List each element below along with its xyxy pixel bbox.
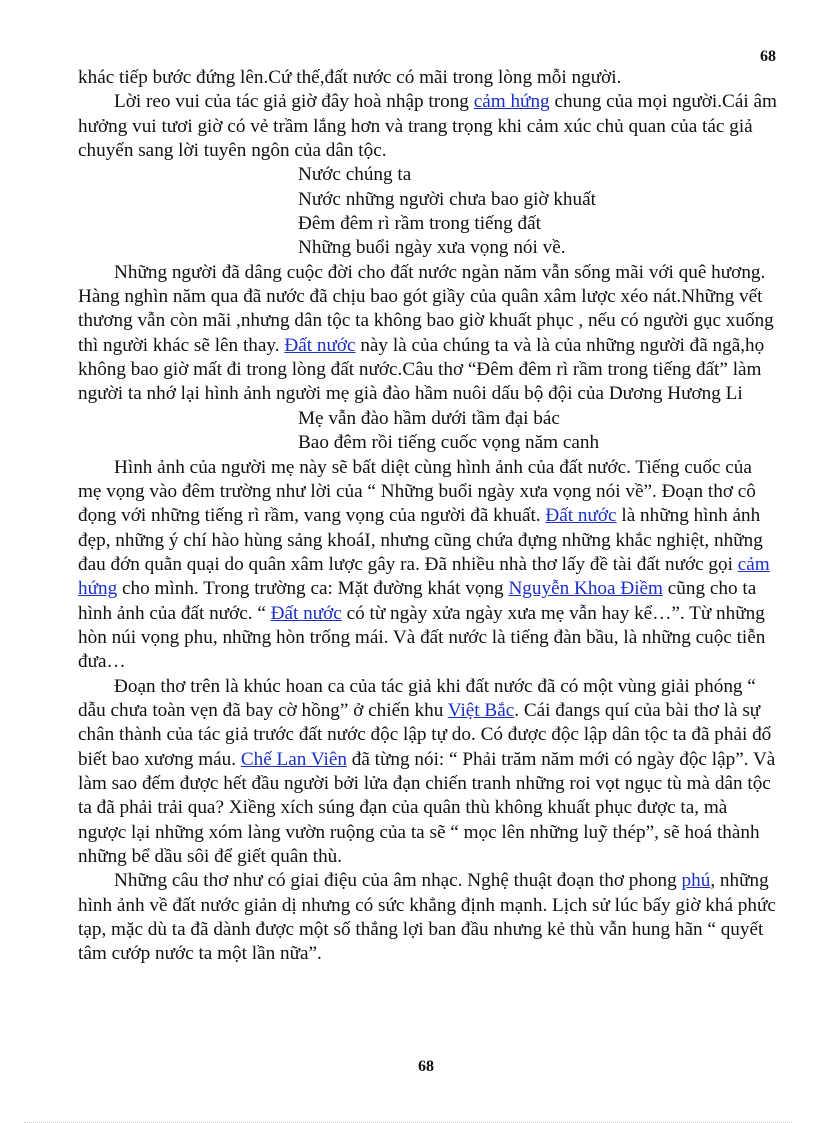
link-cam-hung[interactable]: cảm hứng — [473, 91, 550, 113]
paragraph-6 — [78, 869, 778, 966]
link-che-lan-vien[interactable]: Chế Lan Viên — [240, 748, 347, 770]
text-span: đã từng nói: “ Phải trăm năm mới có ngày độc lập”. Và làm sao đếm được hết đầu người bởi lửa đạn chiến tranh những roi vọt ngục tù mà dân tộc ta đã phải trải qua? Xiềng xích súng đạn của quân thù không khuất phục được ta, mà ngược lại những xóm làng vườn ruộng của ta sẽ “ mọc lên những luỹ thép”, sẽ hoá thành những bể dầu sôi để giết quân thù. — [78, 748, 776, 867]
text-span: có từ ngày xửa ngày xưa mẹ vẫn hay kể…”. Từ những hòn núi vọng phu, những hòn trống mái. Và đất nước là tiếng đàn bầu, là những cuộc tiễn đưa… — [78, 602, 766, 673]
verse-line-6: Bao đêm rồi tiếng cuốc vọng năm canh — [298, 432, 600, 454]
document-body — [78, 66, 778, 967]
verse-line-4: Những buổi ngày xưa vọng nói về. — [298, 237, 566, 259]
paragraph-2 — [78, 90, 778, 163]
link-dat-nuoc[interactable]: Đất nước — [545, 505, 617, 527]
verse-line-2: Nước những người chưa bao giờ khuất — [298, 188, 596, 210]
link-nguyen-khoa-diem[interactable]: Nguyễn Khoa Điềm — [508, 578, 663, 600]
link-viet-bac[interactable]: Việt Bắc — [447, 699, 515, 721]
text-span: Lời reo vui của tác giả giờ đây hoà nhập trong — [114, 91, 474, 113]
link-cam-hung[interactable]: cảm hứng — [78, 553, 770, 600]
paragraph-3 — [78, 261, 778, 407]
text-span: . Cái đangs quí của bài thơ là sự chân thành của tác giả trước đất nước độc lập tự do. Có được độc lập dân tộc ta đã phải đổ biết bao xương máu. — [78, 699, 772, 770]
paragraph-5 — [78, 675, 778, 870]
verse-line-1: Nước chúng ta — [298, 164, 412, 186]
text-span: Hình ảnh của người mẹ này sẽ bất diệt cùng hình ảnh của đất nước. Tiếng cuốc của mẹ vọng vào đêm trường như lời của “ Những buổi ngày xưa vọng nói về”. Đoạn thơ cô đọng với những tiếng rì rầm, vang vọng của người đã khuất. — [78, 456, 756, 527]
link-dat-nuoc[interactable]: Đất nước — [284, 334, 356, 356]
link-dat-nuoc[interactable]: Đất nước — [270, 602, 342, 624]
paragraph-1: khác tiếp bước đứng lên.Cứ thế,đất nước có mãi trong lòng mỗi người. — [78, 67, 622, 88]
text-span: Những câu thơ như có giai điệu của âm nhạc. Nghệ thuật đoạn thơ phong — [114, 870, 682, 892]
page-number-bottom: 68 — [418, 1058, 434, 1075]
text-span: cũng cho ta hình ảnh của đất nước. “ — [78, 578, 757, 624]
text-span: chung của mọi người.Cái âm hưởng vui tươi giờ có vẻ trầm lắng hơn và trang trọng khi cảm xúc chủ quan của tác giả chuyển sang lời tuyên ngôn của dân tộc. — [78, 91, 777, 162]
paragraph-4 — [78, 456, 778, 675]
text-span: cho mình. Trong trường ca: Mặt đường khát vọng — [117, 578, 509, 600]
link-phu[interactable]: phú — [681, 870, 711, 892]
verse-line-5: Mẹ vẫn đào hầm dưới tầm đại bác — [298, 407, 560, 429]
text-span: này là của chúng ta và là của những người đã ngã,họ không bao giờ mất đi trong lòng đất nước.Câu thơ “Đêm đêm rì rầm trong tiếng đất” làm người ta nhớ lại hình ảnh người mẹ già đào hầm nuôi dấu bộ đội của Dương Hương Li — [78, 334, 765, 405]
text-span: , những hình ảnh về đất nước giản dị nhưng có sức khẳng định mạnh. Lịch sử lúc bấy giờ khá phức tạp, mặc dù ta đã dành được một số thắng lợi ban đầu nhưng kẻ thù vẫn hung hãn “ quyết tâm cướp nước ta một lần nữa”. — [78, 870, 776, 965]
text-span: Những người đã dâng cuộc đời cho đất nước ngàn năm vẫn sống mãi với quê hương. Hàng nghìn năm qua đã nước đã chịu bao gót giầy của quân xâm lược xéo nát.Những vết thương vẫn còn mãi ,nhưng dân tộc ta không bao giờ khuất phục , nếu có người gục xuống thì người khác sẽ lên thay. — [78, 261, 774, 356]
page-number-top: 68 — [760, 48, 776, 65]
text-span: là những hình ảnh đẹp, những ý chí hào hùng sảng khoáI, nhưng cũng chứa đựng những khắc nghiệt, những đau đớn quằn quại do quân xâm lược gây ra. Đã nhiều nhà thơ lấy đề tài đất nước gọi — [78, 505, 763, 575]
text-span: Đoạn thơ trên là khúc hoan ca của tác giả khi đất nước đã có một vùng giải phóng “ dẫu chưa toàn vẹn đã bay cờ hồng” ở chiến khu — [78, 675, 756, 721]
verse-line-3: Đêm đêm rì rầm trong tiếng đất — [298, 213, 541, 235]
